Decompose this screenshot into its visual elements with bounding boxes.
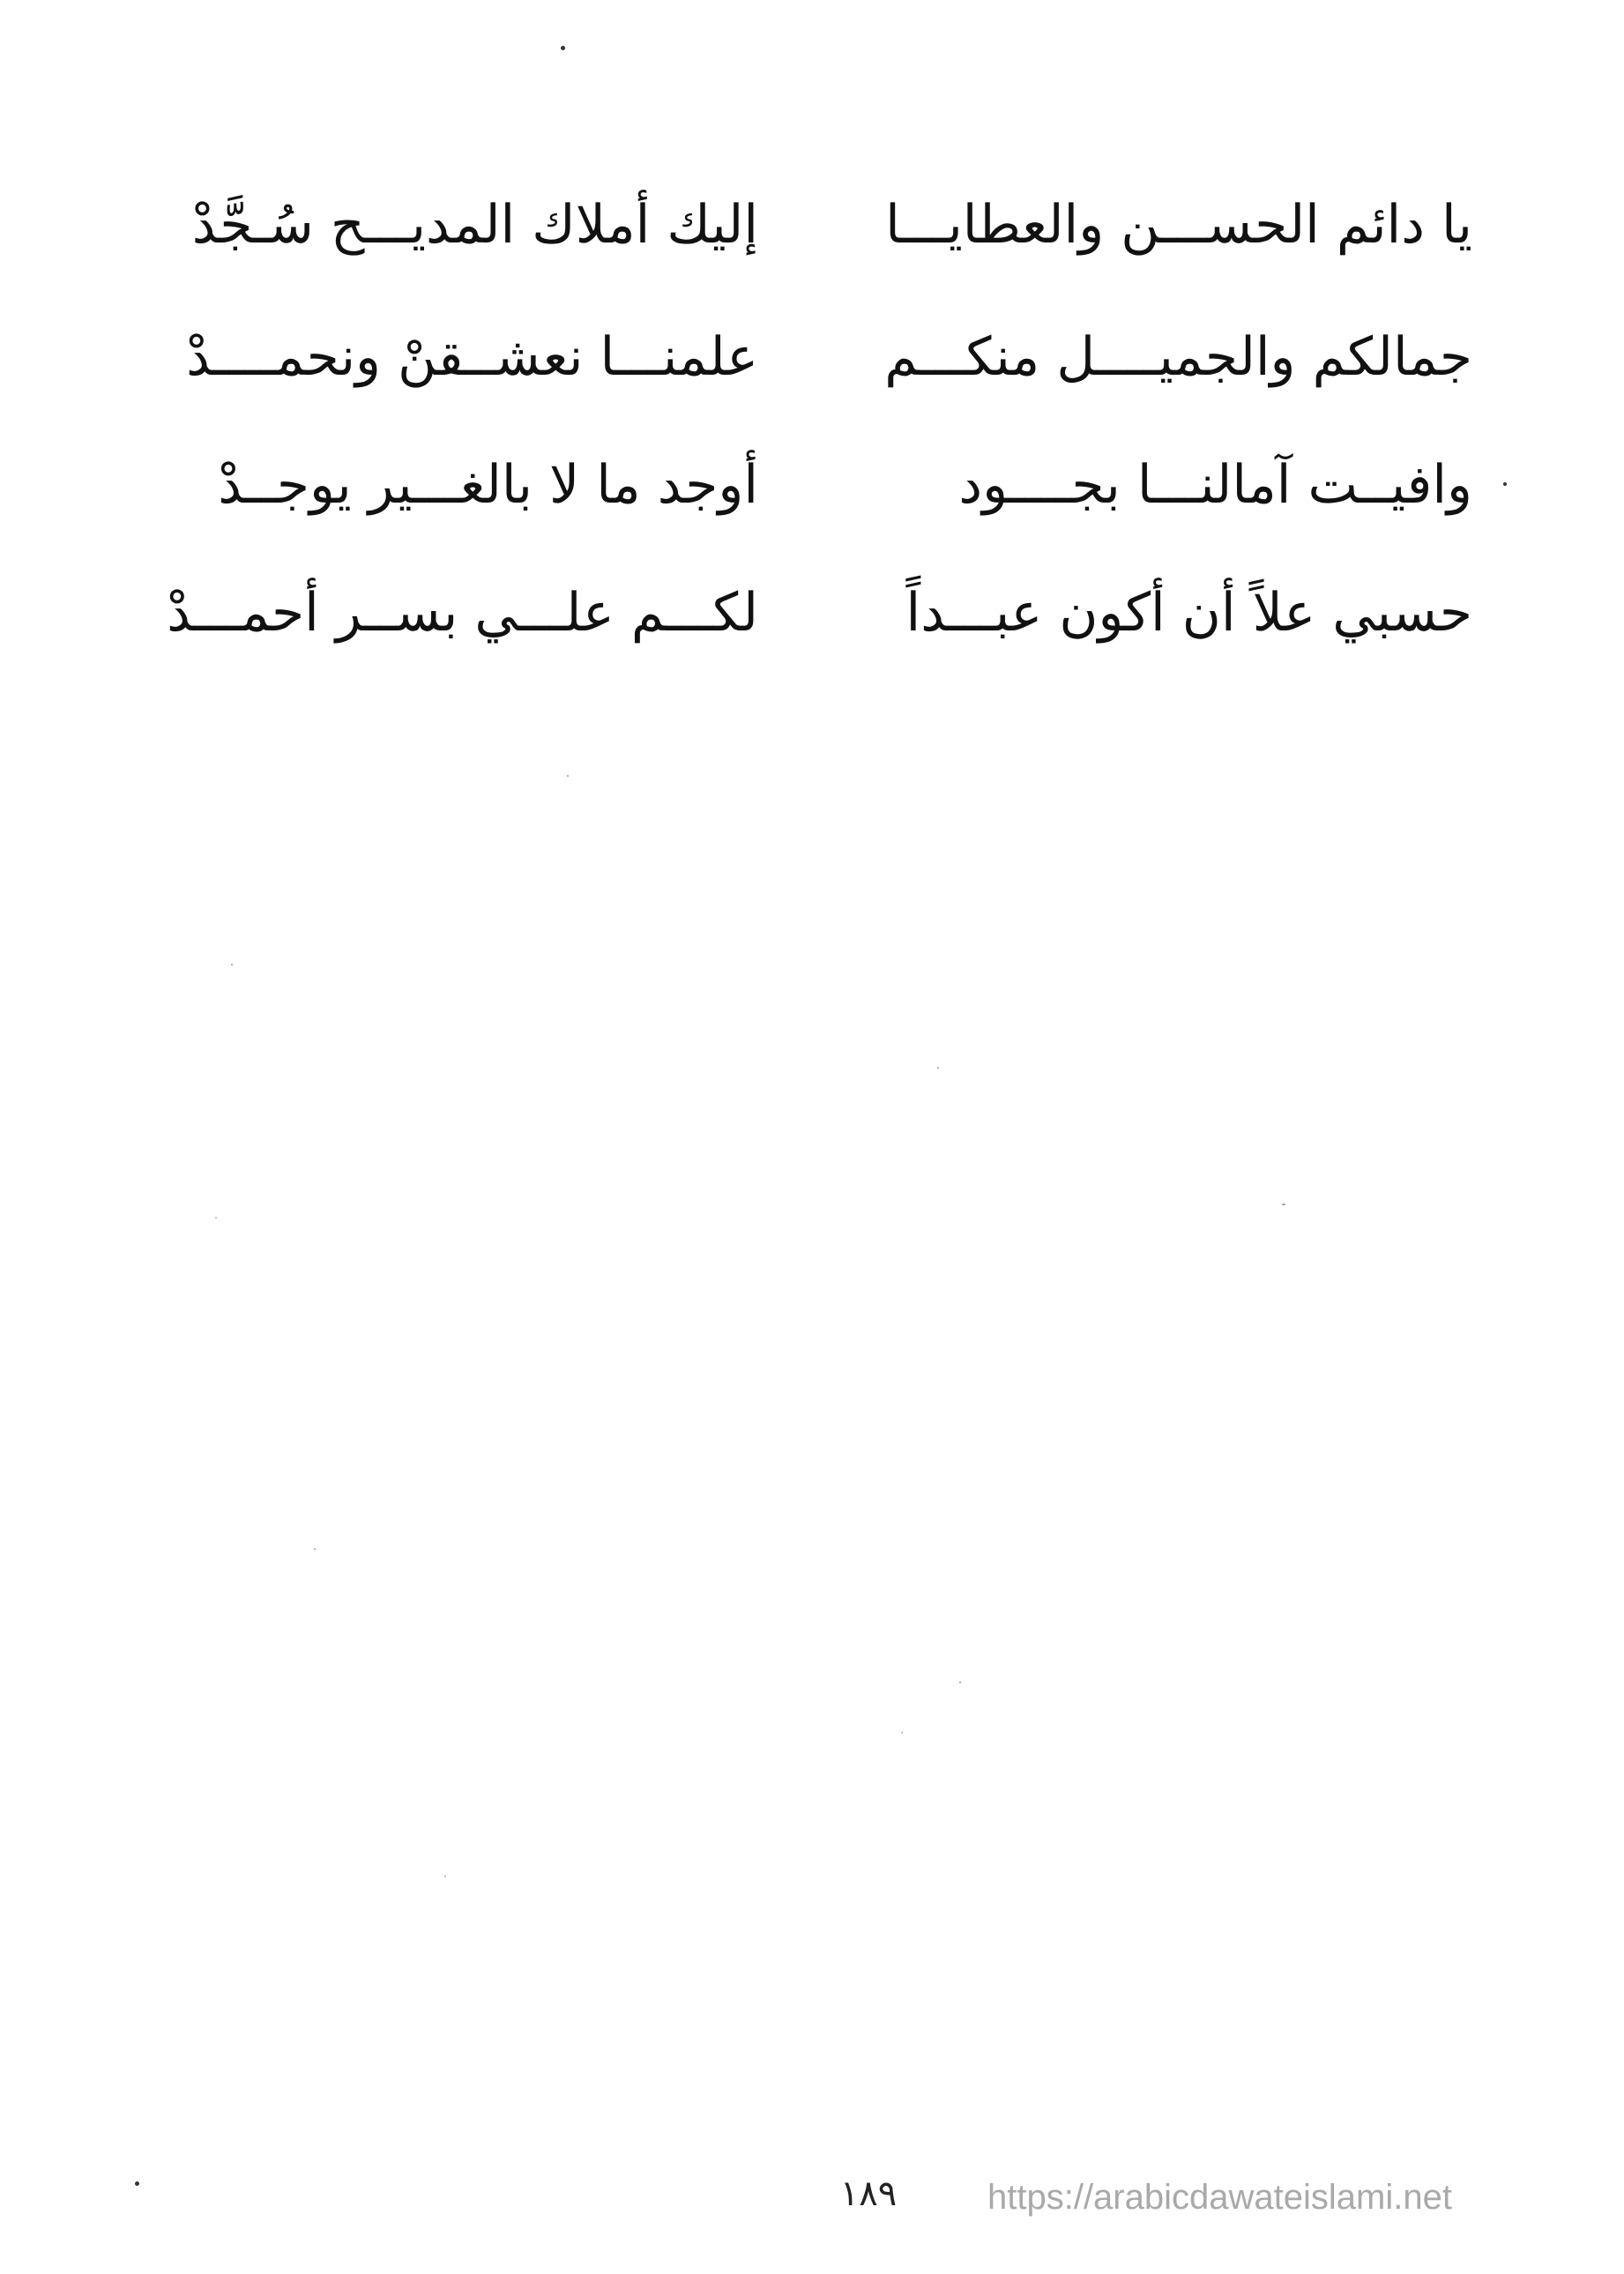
verse-3-first-hemistich: وافيــت آمالنـــا بجــــود <box>958 454 1472 516</box>
verse-3-second-hemistich: أوجد ما لا بالغـــير يوجــدْ <box>218 454 758 516</box>
scan-speck <box>959 1681 961 1683</box>
scan-speck <box>231 964 233 966</box>
scan-speck <box>567 775 569 777</box>
scan-speck <box>314 1548 316 1550</box>
scan-speck <box>937 1067 939 1069</box>
scan-speck <box>901 1732 903 1733</box>
scan-speck <box>135 2181 139 2186</box>
scan-speck <box>1503 482 1507 486</box>
scan-speck <box>215 1217 217 1219</box>
verse-4-first-hemistich: حسبي علاً أن أكون عبـــداً <box>905 582 1472 644</box>
verse-1-second-hemistich: إليك أملاك المديـــح سُـجَّدْ <box>191 194 758 256</box>
scan-speck <box>1282 1204 1285 1205</box>
page-number: ١٨٩ <box>839 2173 898 2214</box>
verse-2-first-hemistich: جمالكم والجميــــل منكـــم <box>884 326 1472 388</box>
scan-speck <box>444 1875 446 1877</box>
scan-speck <box>561 46 565 50</box>
verse-4-second-hemistich: لكـــم علـــي بســر أحمـــدْ <box>167 582 758 644</box>
verse-1-first-hemistich: يا دائم الحســـن والعطايـــا <box>885 194 1472 256</box>
source-url-watermark: https://arabicdawateislami.net <box>987 2178 1452 2217</box>
verse-2-second-hemistich: علمنـــا نعشــقنْ ونحمــــدْ <box>186 326 758 388</box>
